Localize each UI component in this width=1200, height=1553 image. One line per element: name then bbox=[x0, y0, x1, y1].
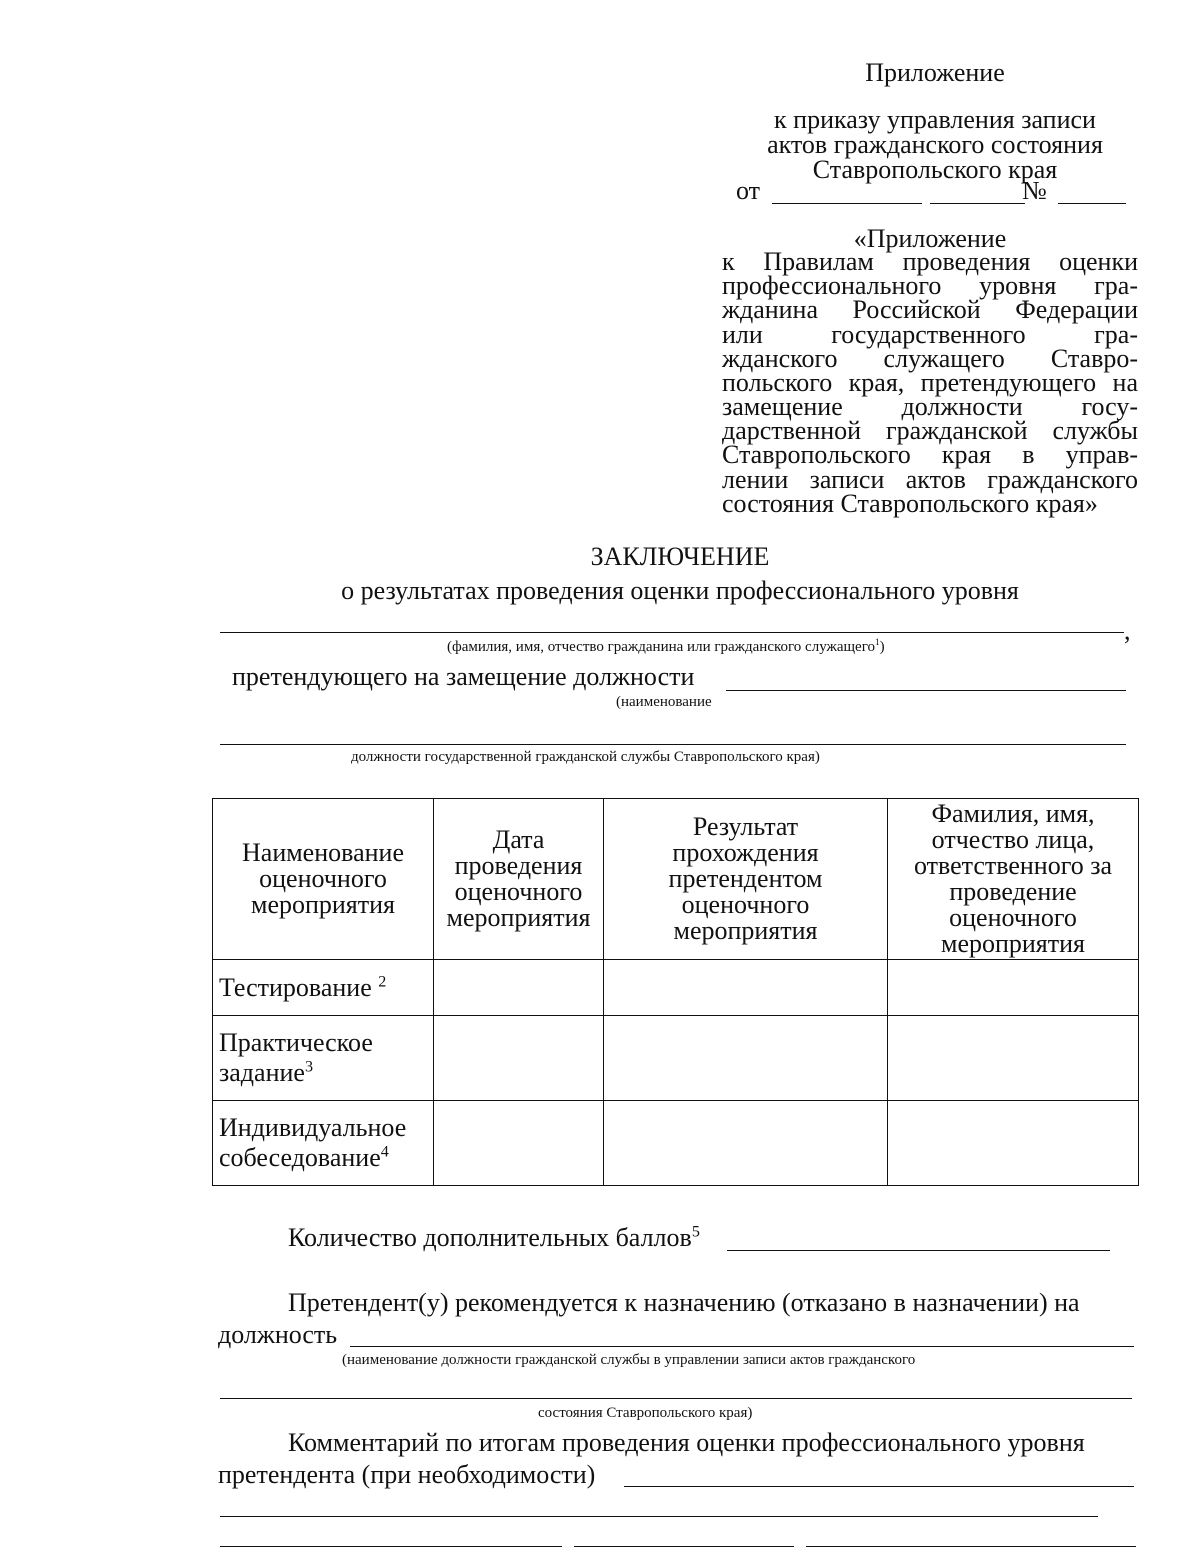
rules-line: или государственного гра- bbox=[722, 319, 1138, 349]
recommended-position-hint: (наименование должности гражданской службы в управлении записи актов гражданского bbox=[342, 1352, 916, 1368]
position-naming-hint: (наименование bbox=[616, 694, 712, 710]
order-line: к приказу управления записи bbox=[774, 105, 1096, 134]
row-practical-name: Практическое задание$^3$ bbox=[213, 1016, 434, 1101]
position-label: претендующего на замещение должности bbox=[232, 662, 695, 691]
additional-points-field[interactable] bbox=[727, 1250, 1110, 1251]
order-number-field[interactable] bbox=[1058, 203, 1126, 204]
row-interview-name: Индивидуальное собеседование$^4$ bbox=[213, 1101, 434, 1186]
rules-line: дарственной гражданской службы bbox=[722, 416, 1138, 446]
recommended-position-hint-end: состояния Ставропольского края) bbox=[538, 1405, 753, 1421]
table-row bbox=[213, 960, 1139, 1016]
column-header-responsible: Фамилия, имя, отчество лица, ответственного за проведение оценочного мероприятия bbox=[888, 799, 1139, 960]
document-subtitle: о результатах проведения оценки профессионального уровня bbox=[341, 576, 1019, 605]
comment-label: Комментарий по итогам проведения оценки профессионального уровня bbox=[288, 1428, 1085, 1457]
order-reference bbox=[740, 105, 1130, 184]
rules-line: профессионального уровня гра- bbox=[722, 271, 1138, 301]
fio-comma: , bbox=[1124, 616, 1131, 645]
row-interview-result-cell[interactable] bbox=[604, 1101, 888, 1186]
row-practical-result-cell[interactable] bbox=[604, 1016, 888, 1101]
additional-points-label: Количество дополнительных баллов$^5$ bbox=[288, 1223, 700, 1252]
date-prefix: от bbox=[736, 176, 761, 205]
row-interview-responsible-cell[interactable] bbox=[888, 1101, 1139, 1186]
date-field[interactable] bbox=[772, 203, 922, 204]
row-testing-name: Тестирование $^2$ bbox=[213, 960, 434, 1016]
rules-line: замещение должности госу- bbox=[722, 392, 1138, 422]
appendix-title: Приложение bbox=[865, 58, 1005, 87]
signature-line-name[interactable] bbox=[806, 1546, 1136, 1547]
row-testing-result-cell[interactable] bbox=[604, 960, 888, 1016]
row-testing-date-cell[interactable] bbox=[434, 960, 604, 1016]
fio-hint: (фамилия, имя, отчество гражданина или гражданского служащего$^1$) bbox=[447, 638, 885, 655]
rules-line: жданского служащего Ставро- bbox=[722, 343, 1138, 373]
rules-line: жданина Российской Федерации bbox=[722, 295, 1138, 325]
comment-field-continued[interactable] bbox=[220, 1516, 1098, 1517]
row-practical-responsible-cell[interactable] bbox=[888, 1016, 1139, 1101]
rules-line: лении записи актов гражданского bbox=[722, 464, 1138, 494]
position-field[interactable] bbox=[726, 690, 1126, 691]
recommended-position-field-continued[interactable] bbox=[220, 1398, 1132, 1399]
column-header-date: Дата проведения оценочного мероприятия bbox=[434, 799, 604, 960]
order-line: актов гражданского состояния bbox=[767, 129, 1103, 159]
row-interview-date-cell[interactable] bbox=[434, 1101, 604, 1186]
table-row bbox=[213, 1101, 1139, 1186]
fio-field[interactable] bbox=[220, 632, 1124, 633]
position-field-continued[interactable] bbox=[220, 744, 1126, 745]
document-title: ЗАКЛЮЧЕНИЕ bbox=[590, 542, 770, 571]
comment-label-continued: претендента (при необходимости) bbox=[218, 1460, 596, 1489]
recommendation-line: Претендент(у) рекомендуется к назначению (отказано в назначении) на bbox=[288, 1288, 1080, 1317]
number-sign: № bbox=[1022, 176, 1047, 205]
row-practical-date-cell[interactable] bbox=[434, 1016, 604, 1101]
table-row bbox=[213, 1016, 1139, 1101]
position-hint: должности государственной гражданской службы Ставропольского края) bbox=[351, 749, 820, 765]
rules-line: польского края, претендующего на bbox=[722, 367, 1138, 397]
rules-line: состояния Ставропольского края» bbox=[722, 488, 1098, 518]
signature-line-position[interactable] bbox=[220, 1546, 562, 1547]
order-line: Ставропольского края bbox=[812, 154, 1058, 184]
rules-reference bbox=[722, 247, 1138, 518]
row-testing-responsible-cell[interactable] bbox=[888, 960, 1139, 1016]
comment-field[interactable] bbox=[624, 1486, 1134, 1487]
recommendation-position-label: должность bbox=[218, 1320, 338, 1349]
evaluation-table bbox=[212, 798, 1139, 1186]
recommended-position-field[interactable] bbox=[350, 1346, 1134, 1347]
rules-quote-title: «Приложение bbox=[853, 224, 1007, 253]
table-header-row bbox=[213, 799, 1139, 960]
date-field-tail[interactable] bbox=[930, 203, 1025, 204]
column-header-result: Результат прохождения претендентом оценочного мероприятия bbox=[604, 799, 888, 960]
column-header-activity: Наименование оценочного мероприятия bbox=[213, 799, 434, 960]
signature-line-signature[interactable] bbox=[574, 1546, 794, 1547]
rules-line: к Правилам проведения оценки bbox=[722, 247, 1138, 276]
rules-line: Ставропольского края в управ- bbox=[722, 440, 1138, 470]
